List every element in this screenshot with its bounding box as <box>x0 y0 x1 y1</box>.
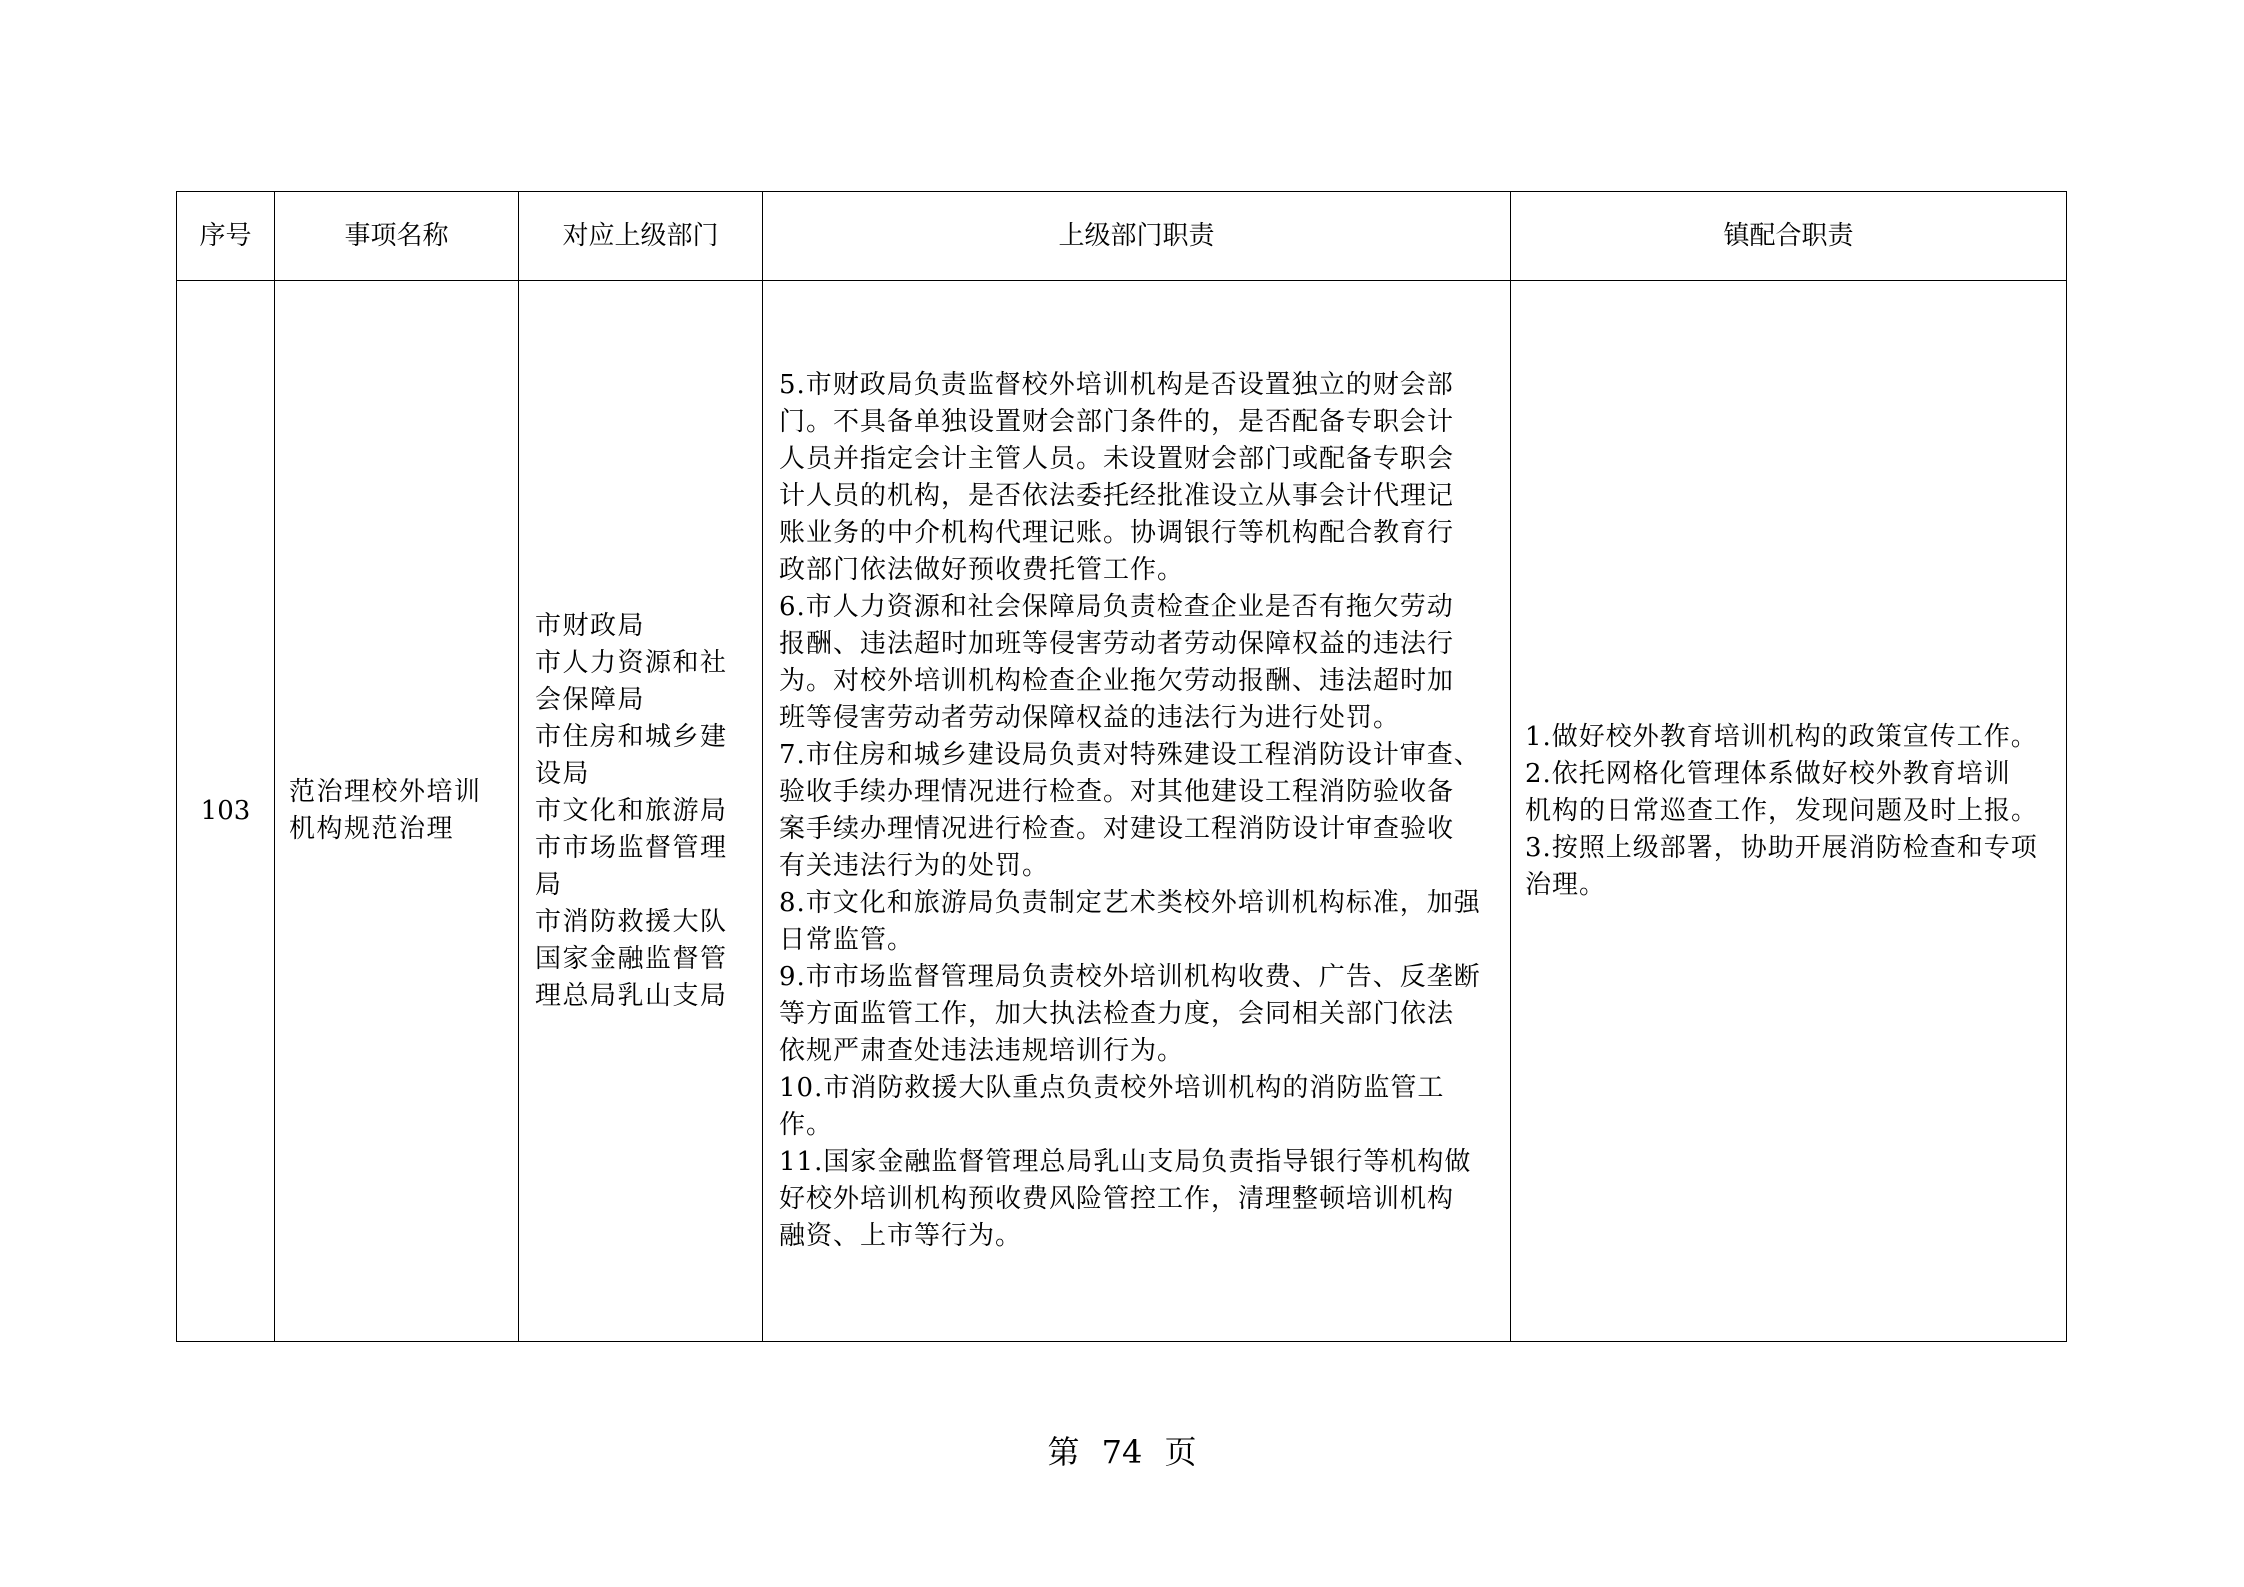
duty-line: 依规严肃查处违法违规培训行为。 <box>779 1036 1185 1066</box>
header-item-name: 事项名称 <box>275 192 519 281</box>
duty-line: 等方面监管工作，加大执法检查力度，会同相关部门依法 <box>779 999 1455 1029</box>
town-duty-line: 机构的日常巡查工作，发现问题及时上报。 <box>1525 795 2039 826</box>
header-town-duties: 镇配合职责 <box>1511 192 2067 281</box>
town-duties-cell <box>1511 281 2067 1342</box>
duty-line: 8.市文化和旅游局负责制定艺术类校外培训机构标准，加强 <box>779 888 1481 918</box>
duty-line: 融资、上市等行为。 <box>779 1221 1023 1251</box>
header-dept-duties: 上级部门职责 <box>763 192 1511 281</box>
department-line: 国家金融监督管 <box>535 943 728 974</box>
duty-line: 有关违法行为的处罚。 <box>779 851 1050 881</box>
duty-line: 案手续办理情况进行检查。对建设工程消防设计审查验收 <box>779 814 1455 844</box>
item-name-line: 机构规范治理 <box>289 814 455 844</box>
department-line: 市住房和城乡建 <box>535 721 728 752</box>
department-line: 理总局乳山支局 <box>535 980 728 1011</box>
table-body <box>177 281 2067 1342</box>
header-index: 序号 <box>177 192 275 281</box>
duty-line: 门。不具备单独设置财会部门条件的，是否配备专职会计 <box>779 407 1455 437</box>
dept-duties-cell <box>763 281 1511 1342</box>
town-duty-line: 1.做好校外教育培训机构的政策宣传工作。 <box>1525 721 2038 752</box>
header-row <box>177 192 2067 281</box>
duty-line: 6.市人力资源和社会保障局负责检查企业是否有拖欠劳动 <box>779 592 1454 622</box>
duty-line: 人员并指定会计主管人员。未设置财会部门或配备专职会 <box>779 444 1455 474</box>
duty-line: 好校外培训机构预收费风险管控工作，清理整顿培训机构 <box>779 1184 1455 1214</box>
duty-line: 账业务的中介机构代理记账。协调银行等机构配合教育行 <box>779 518 1455 548</box>
table-header <box>177 192 2067 281</box>
department-line: 市财政局 <box>535 610 646 641</box>
duty-line: 5.市财政局负责监督校外培训机构是否设置独立的财会部 <box>779 370 1454 400</box>
duty-line: 9.市市场监督管理局负责校外培训机构收费、广告、反垄断 <box>779 962 1481 992</box>
item-name-lines <box>289 774 506 848</box>
row-index: 103 <box>177 281 275 1342</box>
duty-line: 报酬、违法超时加班等侵害劳动者劳动保障权益的违法行 <box>779 629 1455 659</box>
department-line: 会保障局 <box>535 684 646 715</box>
duty-line: 班等侵害劳动者劳动保障权益的违法行为进行处罚。 <box>779 703 1401 733</box>
duty-line: 作。 <box>779 1110 834 1140</box>
duty-lines <box>779 367 1500 1255</box>
page-prefix: 第 <box>1047 1433 1080 1471</box>
header-departments: 对应上级部门 <box>519 192 763 281</box>
responsibility-table <box>176 191 2067 1342</box>
departments-cell <box>519 281 763 1342</box>
town-duty-line: 2.依托网格化管理体系做好校外教育培训 <box>1525 758 2011 789</box>
department-line: 市文化和旅游局 <box>535 795 728 826</box>
page-footer <box>0 1432 2244 1472</box>
duty-line: 日常监管。 <box>779 925 915 955</box>
duty-line: 7.市住房和城乡建设局负责对特殊建设工程消防设计审查、 <box>779 740 1481 770</box>
duty-line: 为。对校外培训机构检查企业拖欠劳动报酬、违法超时加 <box>779 666 1455 696</box>
town-duty-line: 治理。 <box>1525 869 1607 900</box>
department-line: 局 <box>535 869 563 900</box>
town-duty-line: 3.按照上级部署，协助开展消防检查和专项 <box>1525 832 2038 863</box>
page-number: 74 <box>1101 1433 1143 1471</box>
department-line: 设局 <box>535 758 591 789</box>
item-name-line: 范治理校外培训 <box>289 777 482 807</box>
department-lines <box>535 608 750 1015</box>
duty-line: 10.市消防救援大队重点负责校外培训机构的消防监管工 <box>779 1073 1445 1103</box>
department-line: 市消防救援大队 <box>535 906 728 937</box>
duty-line: 政部门依法做好预收费托管工作。 <box>779 555 1185 585</box>
department-line: 市人力资源和社 <box>535 647 728 678</box>
table-row <box>177 281 2067 1342</box>
duty-line: 验收手续办理情况进行检查。对其他建设工程消防验收备 <box>779 777 1455 807</box>
duty-line: 计人员的机构，是否依法委托经批准设立从事会计代理记 <box>779 481 1455 511</box>
duty-line: 11.国家金融监督管理总局乳山支局负责指导银行等机构做 <box>779 1147 1472 1177</box>
town-duty-lines <box>1525 719 2054 904</box>
item-name-cell <box>275 281 519 1342</box>
page-suffix: 页 <box>1164 1433 1197 1471</box>
department-line: 市市场监督管理 <box>535 832 728 863</box>
